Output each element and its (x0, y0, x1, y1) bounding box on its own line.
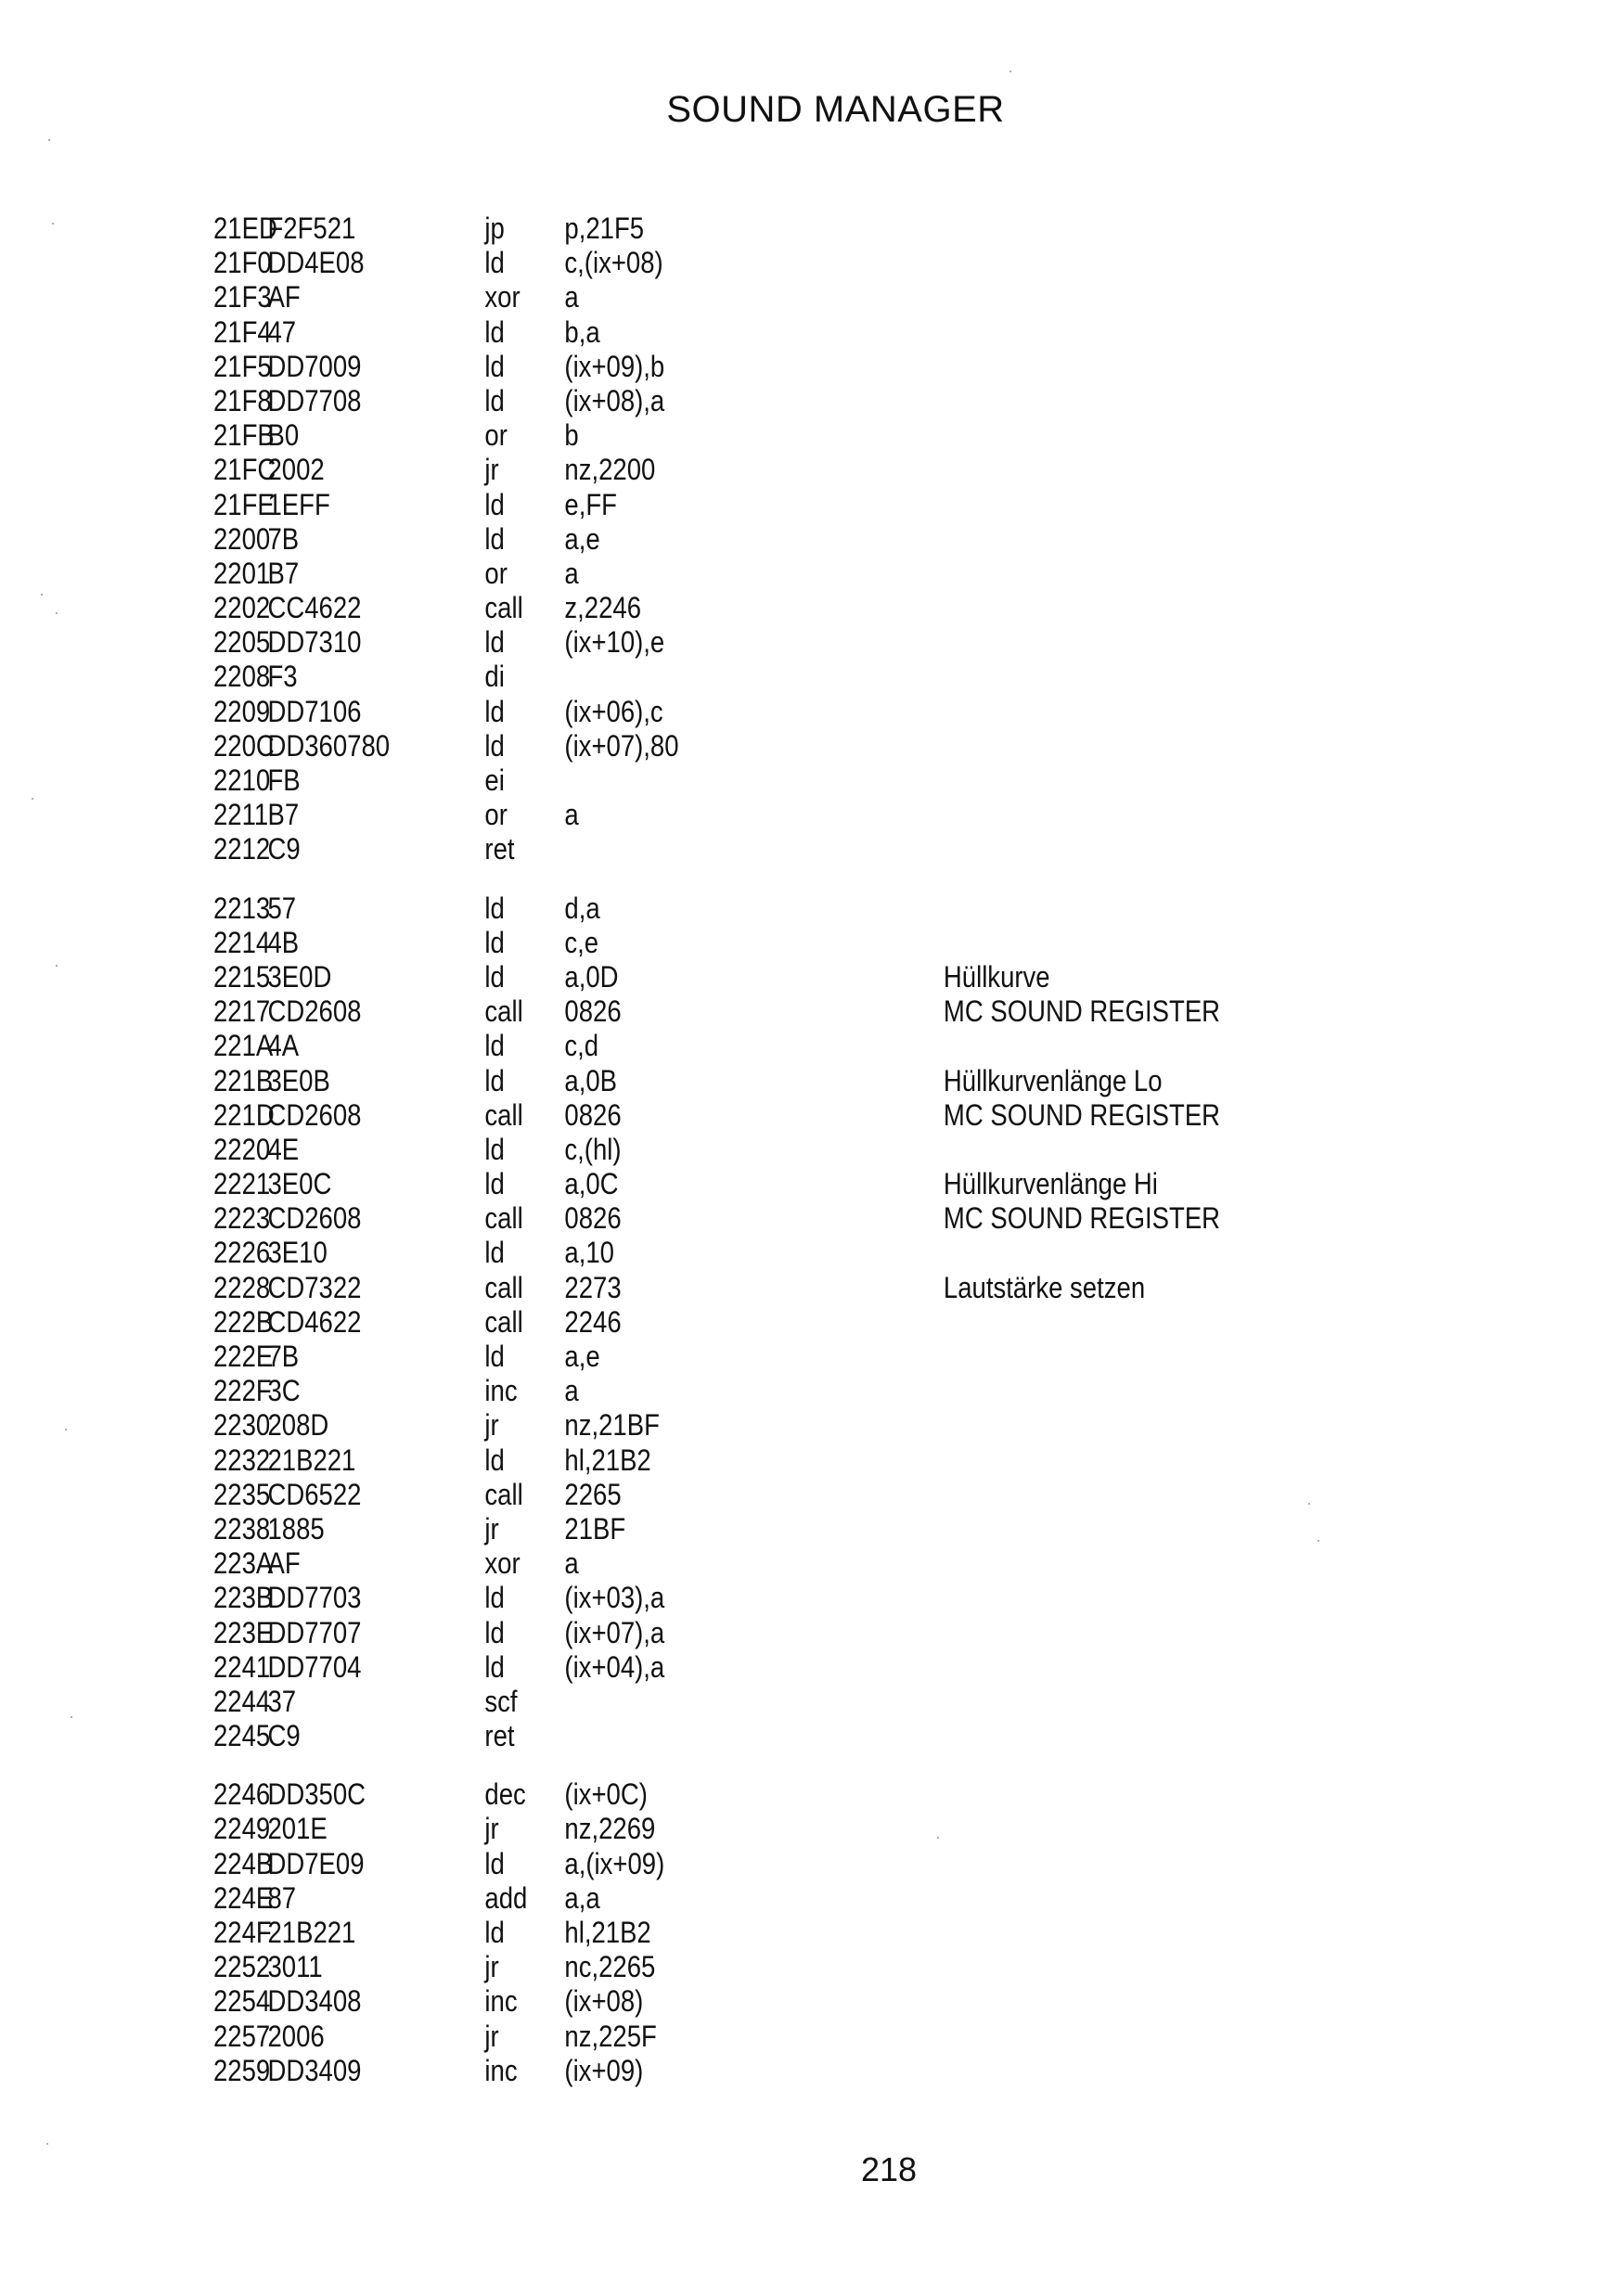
mnemonic-cell: call (484, 1477, 523, 1511)
comment-cell: Hüllkurve (943, 959, 1050, 994)
hex-code-cell: DD7703 (267, 1581, 362, 1615)
hex-code-cell: 201E (267, 1812, 328, 1846)
scan-speck (65, 1429, 67, 1430)
mnemonic-cell: ld (484, 1236, 505, 1270)
code-line (213, 1847, 1171, 1881)
hex-code-cell: CD2608 (267, 994, 362, 1029)
hex-code-cell: 2002 (267, 453, 325, 487)
hex-code-cell: DD360780 (267, 728, 391, 763)
operand-cell: hl,21B2 (564, 1443, 651, 1477)
mnemonic-cell: ld (484, 625, 505, 660)
address-cell: 2212 (213, 832, 271, 866)
mnemonic-cell: call (484, 994, 523, 1029)
code-line (213, 1305, 1171, 1340)
operand-cell: (ix+07),a (564, 1615, 665, 1649)
mnemonic-cell: ld (484, 1132, 505, 1166)
address-cell: 21F4 (213, 314, 272, 349)
comment-cell: MC SOUND REGISTER (943, 1097, 1221, 1132)
hex-code-cell: 21B221 (267, 1916, 356, 1949)
address-cell: 220C (213, 728, 275, 763)
address-cell: 2254 (213, 1984, 271, 2019)
hex-code-cell: 1EFF (267, 487, 330, 521)
hex-code-cell: CC4622 (267, 591, 362, 625)
comment-cell: Hüllkurvenlänge Hi (943, 1167, 1158, 1201)
mnemonic-cell: ld (484, 1029, 505, 1063)
scan-speck (1318, 1540, 1319, 1542)
address-cell: 224E (213, 1880, 274, 1915)
mnemonic-cell: inc (484, 2053, 518, 2087)
hex-code-cell: B0 (267, 418, 300, 453)
code-line (213, 488, 1171, 522)
hex-code-cell: 87 (267, 1880, 297, 1915)
hex-code-cell: C9 (267, 832, 301, 866)
address-cell: 2220 (213, 1132, 271, 1166)
address-cell: 2259 (213, 2053, 271, 2087)
code-line (213, 763, 1171, 798)
mnemonic-cell: ld (484, 314, 505, 349)
code-line (213, 1512, 1171, 1546)
address-cell: 21F5 (213, 349, 272, 383)
hex-code-cell: F2F521 (267, 212, 356, 245)
address-cell: 2230 (213, 1408, 271, 1443)
assembly-listing (213, 212, 1327, 2088)
mnemonic-cell: ld (484, 1916, 505, 1949)
operand-cell: a,0C (564, 1167, 619, 1201)
hex-code-cell: 3C (267, 1374, 301, 1408)
operand-cell: (ix+08),a (564, 383, 665, 417)
operand-cell: d,a (564, 891, 600, 925)
address-cell: 224B (213, 1846, 274, 1880)
hex-code-cell: B7 (267, 556, 300, 590)
code-line (213, 350, 1171, 384)
operand-cell: p,21F5 (564, 212, 645, 245)
address-cell: 221A (213, 1029, 274, 1063)
hex-code-cell: DD3409 (267, 2053, 362, 2087)
address-cell: 21ED (213, 212, 277, 245)
operand-cell: nz,2269 (564, 1812, 656, 1846)
mnemonic-cell: jp (484, 212, 505, 245)
scan-speck (937, 1837, 939, 1839)
address-cell: 2249 (213, 1812, 271, 1846)
hex-code-cell: 57 (267, 891, 297, 925)
address-cell: 2210 (213, 763, 271, 797)
scan-speck (71, 1716, 72, 1718)
operand-cell: nz,2200 (564, 453, 656, 487)
operand-cell: a (564, 798, 579, 832)
code-line (213, 891, 1171, 926)
code-line (213, 1719, 1171, 1753)
hex-code-cell: DD7106 (267, 694, 362, 728)
code-line (213, 1478, 1171, 1512)
mnemonic-cell: or (484, 798, 508, 832)
address-cell: 223A (213, 1546, 274, 1581)
mnemonic-cell: ld (484, 521, 505, 556)
code-line (213, 1650, 1171, 1685)
code-line (213, 1201, 1221, 1236)
code-line (213, 1916, 1171, 1950)
operand-cell: (ix+08) (564, 1984, 644, 2019)
operand-cell: 2273 (564, 1270, 622, 1304)
hex-code-cell: C9 (267, 1719, 301, 1753)
hex-code-cell: DD7707 (267, 1615, 362, 1649)
comment-cell: Lautstärke setzen (943, 1270, 1146, 1304)
comment-cell: MC SOUND REGISTER (943, 1201, 1221, 1236)
operand-cell: (ix+0C) (564, 1777, 648, 1812)
hex-code-cell: 3E0C (267, 1167, 332, 1201)
scan-speck (56, 965, 58, 967)
operand-cell: a,a (564, 1880, 600, 1915)
code-line (213, 1685, 1171, 1719)
hex-code-cell: F3 (267, 660, 298, 694)
mnemonic-cell: add (484, 1880, 528, 1915)
hex-code-cell: DD3408 (267, 1984, 362, 2019)
hex-code-cell: DD7E09 (267, 1846, 365, 1880)
operand-cell: 21BF (564, 1511, 626, 1546)
code-line (213, 280, 1171, 314)
hex-code-cell: DD7009 (267, 349, 362, 383)
code-line (213, 384, 1171, 418)
mnemonic-cell: ld (484, 728, 505, 763)
mnemonic-cell: ld (484, 925, 505, 959)
hex-code-cell: 3E10 (267, 1236, 328, 1270)
address-cell: 21F3 (213, 280, 272, 314)
operand-cell: nz,225F (564, 2019, 657, 2053)
mnemonic-cell: ld (484, 1581, 505, 1615)
code-line (213, 1546, 1171, 1581)
hex-code-cell: 4E (267, 1132, 300, 1166)
scan-speck (1308, 1503, 1310, 1505)
address-cell: 21F8 (213, 383, 272, 417)
code-line (213, 591, 1171, 625)
operand-cell: a,10 (564, 1236, 614, 1270)
mnemonic-cell: call (484, 591, 523, 625)
address-cell: 2208 (213, 660, 271, 694)
code-line (213, 798, 1171, 832)
operand-cell: c,e (564, 925, 599, 959)
mnemonic-cell: scf (484, 1684, 518, 1718)
hex-code-cell: CD7322 (267, 1270, 362, 1304)
mnemonic-cell: jr (484, 1511, 499, 1546)
address-cell: 222E (213, 1340, 274, 1373)
address-cell: 2245 (213, 1719, 271, 1753)
code-line (213, 1777, 1171, 1812)
mnemonic-cell: ld (484, 1443, 505, 1477)
operand-cell: c,(ix+08) (564, 246, 663, 280)
code-block (213, 1777, 1327, 2088)
address-cell: 223B (213, 1581, 274, 1615)
address-cell: 222B (213, 1304, 274, 1339)
code-line (213, 994, 1221, 1029)
hex-code-cell: 7B (267, 521, 300, 556)
code-line (213, 557, 1171, 591)
operand-cell: 2246 (564, 1304, 622, 1339)
code-line (213, 1984, 1171, 2019)
mnemonic-cell: call (484, 1270, 523, 1304)
operand-cell: b,a (564, 314, 600, 349)
operand-cell: a,(ix+09) (564, 1846, 665, 1880)
code-line (213, 2020, 1171, 2054)
code-line (213, 1881, 1171, 1916)
operand-cell: hl,21B2 (564, 1916, 651, 1949)
code-line (213, 1064, 1171, 1098)
hex-code-cell: DD350C (267, 1777, 366, 1812)
hex-code-cell: CD2608 (267, 1097, 362, 1132)
hex-code-cell: 3E0D (267, 959, 332, 994)
mnemonic-cell: jr (484, 1950, 499, 1984)
code-line (213, 453, 1171, 487)
hex-code-cell: 2006 (267, 2019, 325, 2053)
mnemonic-cell: call (484, 1097, 523, 1132)
operand-cell: a (564, 556, 579, 590)
address-cell: 2232 (213, 1443, 271, 1477)
address-cell: 21F0 (213, 246, 272, 280)
scan-speck (52, 223, 54, 224)
hex-code-cell: 208D (267, 1408, 329, 1443)
address-cell: 2217 (213, 994, 271, 1029)
operand-cell: (ix+09),b (564, 349, 665, 383)
mnemonic-cell: call (484, 1304, 523, 1339)
code-line (213, 660, 1171, 694)
mnemonic-cell: xor (484, 280, 521, 314)
scan-speck (56, 612, 58, 614)
address-cell: 2213 (213, 891, 271, 925)
address-cell: 2200 (213, 521, 271, 556)
operand-cell: a (564, 1374, 579, 1408)
address-cell: 2209 (213, 694, 271, 728)
comment-cell: MC SOUND REGISTER (943, 994, 1221, 1029)
mnemonic-cell: ld (484, 694, 505, 728)
code-line (213, 246, 1171, 280)
hex-code-cell: 47 (267, 314, 297, 349)
address-cell: 21FC (213, 453, 276, 487)
hex-code-cell: 21B221 (267, 1443, 356, 1477)
hex-code-cell: CD4622 (267, 1304, 362, 1339)
hex-code-cell: AF (267, 1546, 301, 1581)
mnemonic-cell: di (484, 660, 505, 694)
code-line (213, 625, 1171, 660)
address-cell: 221B (213, 1063, 274, 1097)
code-line (213, 926, 1171, 960)
address-cell: 2201 (213, 556, 271, 590)
address-cell: 223E (213, 1615, 274, 1649)
hex-code-cell: FB (267, 763, 301, 797)
operand-cell: a (564, 1546, 579, 1581)
address-cell: 224F (213, 1916, 272, 1949)
code-line (213, 2054, 1171, 2088)
hex-code-cell: AF (267, 280, 301, 314)
code-line (213, 1236, 1171, 1270)
mnemonic-cell: inc (484, 1374, 518, 1408)
operand-cell: nc,2265 (564, 1950, 656, 1984)
hex-code-cell: 4B (267, 925, 300, 959)
address-cell: 222F (213, 1374, 272, 1408)
mnemonic-cell: ld (484, 1167, 505, 1201)
mnemonic-cell: jr (484, 453, 499, 487)
mnemonic-cell: ret (484, 1719, 515, 1753)
hex-code-cell: 7B (267, 1340, 300, 1373)
code-line (213, 1133, 1171, 1167)
code-block (213, 891, 1327, 1754)
operand-cell: b (564, 418, 579, 453)
operand-cell: a,0B (564, 1063, 618, 1097)
mnemonic-cell: ld (484, 1063, 505, 1097)
operand-cell: nz,21BF (564, 1408, 660, 1443)
code-line (213, 1581, 1171, 1615)
mnemonic-cell: ld (484, 487, 505, 521)
code-line (213, 1616, 1171, 1650)
operand-cell: 0826 (564, 1201, 622, 1236)
address-cell: 2214 (213, 925, 271, 959)
mnemonic-cell: or (484, 556, 508, 590)
code-line (213, 1443, 1171, 1478)
operand-cell: a,e (564, 521, 600, 556)
code-line (213, 1950, 1171, 1984)
address-cell: 2215 (213, 959, 271, 994)
hex-code-cell: B7 (267, 798, 300, 832)
address-cell: 2226 (213, 1236, 271, 1270)
scan-speck (1009, 71, 1011, 72)
page-number: 218 (860, 2150, 918, 2188)
code-line (213, 1812, 1171, 1846)
address-cell: 221D (213, 1097, 275, 1132)
mnemonic-cell: ret (484, 832, 515, 866)
scan-speck (48, 139, 50, 141)
hex-code-cell: 4A (267, 1029, 300, 1063)
address-cell: 2205 (213, 625, 271, 660)
address-cell: 2202 (213, 591, 271, 625)
operand-cell: z,2246 (564, 591, 642, 625)
block-gap (213, 1753, 1327, 1777)
operand-cell: (ix+09) (564, 2053, 644, 2087)
address-cell: 2257 (213, 2019, 271, 2053)
code-line (213, 960, 1171, 994)
operand-cell: (ix+07),80 (564, 728, 679, 763)
hex-code-cell: 3011 (267, 1950, 323, 1984)
mnemonic-cell: ld (484, 1649, 505, 1684)
operand-cell: c,d (564, 1029, 599, 1063)
code-line (213, 418, 1171, 453)
scan-speck (46, 2143, 48, 2145)
operand-cell: 0826 (564, 1097, 622, 1132)
hex-code-cell: DD7704 (267, 1649, 362, 1684)
code-line (213, 1271, 1171, 1305)
mnemonic-cell: ld (484, 246, 505, 280)
code-line (213, 729, 1171, 763)
code-line (213, 212, 1171, 246)
operand-cell: c,(hl) (564, 1132, 622, 1166)
address-cell: 2211 (213, 798, 269, 832)
mnemonic-cell: or (484, 418, 508, 453)
code-line (213, 1167, 1171, 1201)
mnemonic-cell: jr (484, 1408, 499, 1443)
hex-code-cell: 1885 (267, 1511, 325, 1546)
code-line (213, 522, 1171, 557)
address-cell: 2221 (213, 1167, 271, 1201)
operand-cell: 0826 (564, 994, 622, 1029)
hex-code-cell: DD7310 (267, 625, 362, 660)
operand-cell: e,FF (564, 487, 617, 521)
hex-code-cell: CD2608 (267, 1201, 362, 1236)
mnemonic-cell: dec (484, 1777, 526, 1812)
page-title: SOUND MANAGER (666, 89, 1005, 130)
comment-cell: Hüllkurvenlänge Lo (943, 1063, 1163, 1097)
address-cell: 2252 (213, 1950, 271, 1984)
operand-cell: 2265 (564, 1477, 622, 1511)
mnemonic-cell: ld (484, 383, 505, 417)
address-cell: 2223 (213, 1201, 271, 1236)
code-block (213, 212, 1327, 867)
mnemonic-cell: ld (484, 1846, 505, 1880)
mnemonic-cell: ld (484, 891, 505, 925)
scan-speck (32, 798, 33, 800)
operand-cell: a,e (564, 1340, 600, 1373)
code-line (213, 1408, 1171, 1443)
hex-code-cell: CD6522 (267, 1477, 362, 1511)
mnemonic-cell: call (484, 1201, 523, 1236)
code-line (213, 1340, 1171, 1374)
operand-cell: (ix+06),c (564, 694, 663, 728)
block-gap (213, 867, 1327, 891)
mnemonic-cell: jr (484, 2019, 499, 2053)
mnemonic-cell: ld (484, 1615, 505, 1649)
mnemonic-cell: xor (484, 1546, 521, 1581)
address-cell: 2241 (213, 1649, 271, 1684)
operand-cell: (ix+03),a (564, 1581, 665, 1615)
scan-speck (41, 594, 43, 596)
code-line (213, 695, 1171, 729)
address-cell: 21FB (213, 418, 275, 453)
code-line (213, 832, 1171, 866)
code-line (213, 1374, 1171, 1408)
mnemonic-cell: ld (484, 1340, 505, 1373)
mnemonic-cell: inc (484, 1984, 518, 2019)
operand-cell: a,0D (564, 959, 619, 994)
address-cell: 2228 (213, 1270, 271, 1304)
code-line (213, 315, 1171, 350)
operand-cell: (ix+04),a (564, 1649, 665, 1684)
address-cell: 2244 (213, 1684, 271, 1718)
hex-code-cell: 37 (267, 1684, 297, 1718)
address-cell: 21FE (213, 487, 275, 521)
mnemonic-cell: jr (484, 1812, 499, 1846)
code-line (213, 1029, 1171, 1063)
hex-code-cell: 3E0B (267, 1063, 330, 1097)
mnemonic-cell: ld (484, 959, 505, 994)
code-line (213, 1097, 1221, 1133)
hex-code-cell: DD4E08 (267, 246, 365, 280)
operand-cell: a (564, 280, 579, 314)
address-cell: 2238 (213, 1511, 271, 1546)
mnemonic-cell: ld (484, 349, 505, 383)
address-cell: 2235 (213, 1477, 271, 1511)
address-cell: 2246 (213, 1777, 271, 1812)
mnemonic-cell: ei (484, 763, 505, 797)
hex-code-cell: DD7708 (267, 383, 362, 417)
operand-cell: (ix+10),e (564, 625, 665, 660)
